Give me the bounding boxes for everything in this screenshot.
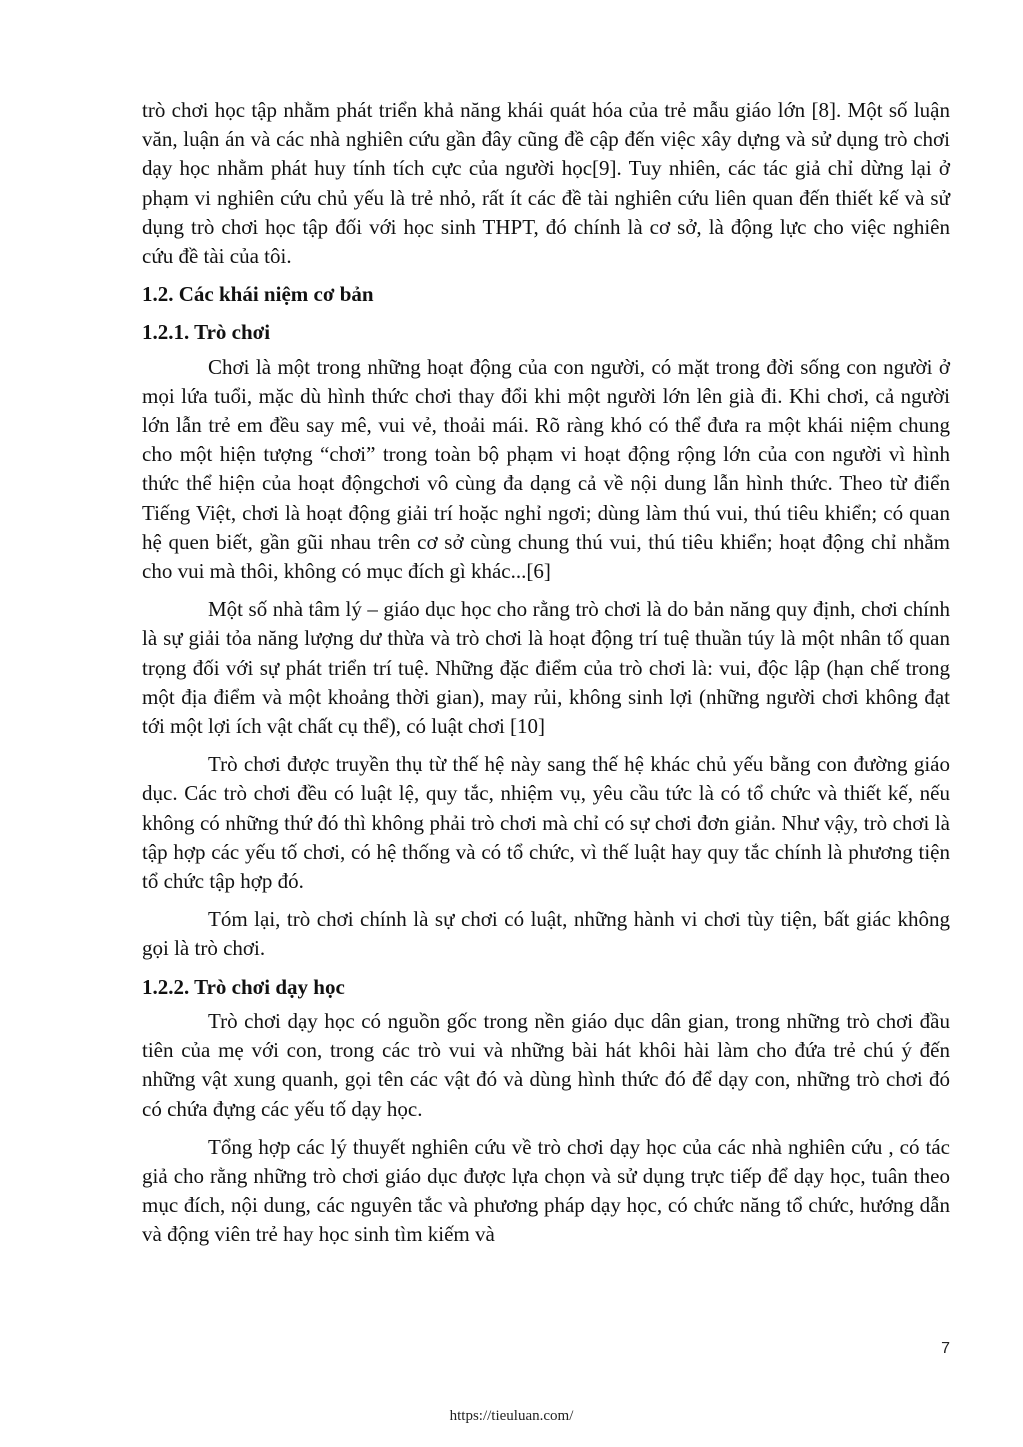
section-heading: 1.2. Các khái niệm cơ bản bbox=[142, 282, 374, 307]
subsection-heading-2: 1.2.2. Trò chơi dạy học bbox=[142, 974, 345, 999]
paragraph: Trò chơi được truyền thụ từ thế hệ này sang thế hệ khác chủ yếu bằng con đường giáo dục. Các trò chơi đều có luật lệ, quy tắc, nhiệm vụ, yêu cầu tức là có tổ chức và thiết kế, nếu không có những thứ đó thì không phải trò chơi mà chỉ có sự chơi đơn giản. Như vậy, trò chơi là tập hợp các yếu tố chơi, có hệ thống và có tổ chức, vì thế luật hay quy tắc chính là phương tiện tổ chức tập hợp đó. bbox=[142, 752, 950, 894]
paragraph: Tóm lại, trò chơi chính là sự chơi có luật, những hành vi chơi tùy tiện, bất giác không gọi là trò chơi. bbox=[142, 907, 950, 961]
paragraph: Tổng hợp các lý thuyết nghiên cứu về trò chơi dạy học của các nhà nghiên cứu , có tác giả cho rằng những trò chơi giáo dục được lựa chọn và sử dụng trực tiếp để dạy học, tuân theo mục đích, nội dung, các nguyên tắc và phương pháp dạy học, có chức năng tổ chức, hướng dẫn và động viên trẻ hay học sinh tìm kiếm và bbox=[142, 1134, 950, 1247]
subsection-heading-1: 1.2.1. Trò chơi bbox=[142, 320, 271, 345]
page-number: 7 bbox=[941, 1340, 950, 1357]
paragraph: Chơi là một trong những hoạt động của con người, có mặt trong đời sống con người ở mọi lứa tuổi, mặc dù hình thức chơi thay đổi khi một người lớn lên già đi. Khi chơi, cả người lớn lẫn trẻ em đều say mê, vui vẻ, thoải mái. Rõ ràng khó có thể đưa ra một khái niệm chung cho một hiện tượng “chơi” trong toàn bộ phạm vi hoạt động rộng lớn của con người vì hình thức thể hiện của hoạt độngchơi vô cùng đa dạng cả về nội dung lẫn hình thức. Theo từ điển Tiếng Việt, chơi là hoạt động giải trí hoặc nghỉ ngơi; dùng làm thú vui, thú tiêu khiển; có quan hệ quen biết, gần gũi nhau trên cơ sở cùng chung thú vui, thú tiêu khiển; hoạt động chỉ nhằm cho vui mà thôi, không có mục đích gì khác...[6] bbox=[142, 354, 950, 584]
intro-paragraph: trò chơi học tập nhằm phát triển khả năng khái quát hóa của trẻ mẫu giáo lớn [8]. Một số luận văn, luận án và các nhà nghiên cứu gần đây cũng đề cập đến việc xây dựng và sử dụng trò chơi dạy học nhằm phát huy tính tích cực của người học[9]. Tuy nhiên, các tác giả chỉ dừng lại ở phạm vi nghiên cứu chủ yếu là trẻ nhỏ, rất ít các đề tài nghiên cứu liên quan đến thiết kế và sử dụng trò chơi học tập đối với học sinh THPT, đó chính là cơ sở, là động lực cho việc nghiên cứu đề tài của tôi. bbox=[142, 98, 950, 269]
document-page bbox=[142, 96, 950, 1250]
paragraph: Trò chơi dạy học có nguồn gốc trong nền giáo dục dân gian, trong những trò chơi đầu tiên của mẹ với con, trong các trò vui và những bài hát khôi hài làm cho đứa trẻ chú ý đến những vật xung quanh, gọi tên các vật đó và dùng hình thức đó để dạy con, những trò chơi đó có chứa đựng các yếu tố dạy học. bbox=[142, 1008, 950, 1121]
paragraph: Một số nhà tâm lý – giáo dục học cho rằng trò chơi là do bản năng quy định, chơi chính là sự giải tỏa năng lượng dư thừa và trò chơi là hoạt động trí tuệ thuần túy là một nhân tố quan trọng đối với sự phát triển trí tuệ. Những đặc điểm của trò chơi là: vui, độc lập (hạn chế trong một địa điểm và một khoảng thời gian), may rủi, không sinh lợi (những người chơi không đạt tới một lợi ích vật chất cụ thể), có luật chơi [10] bbox=[142, 597, 950, 739]
footer-url[interactable]: https://tieuluan.com/ bbox=[449, 1408, 574, 1424]
